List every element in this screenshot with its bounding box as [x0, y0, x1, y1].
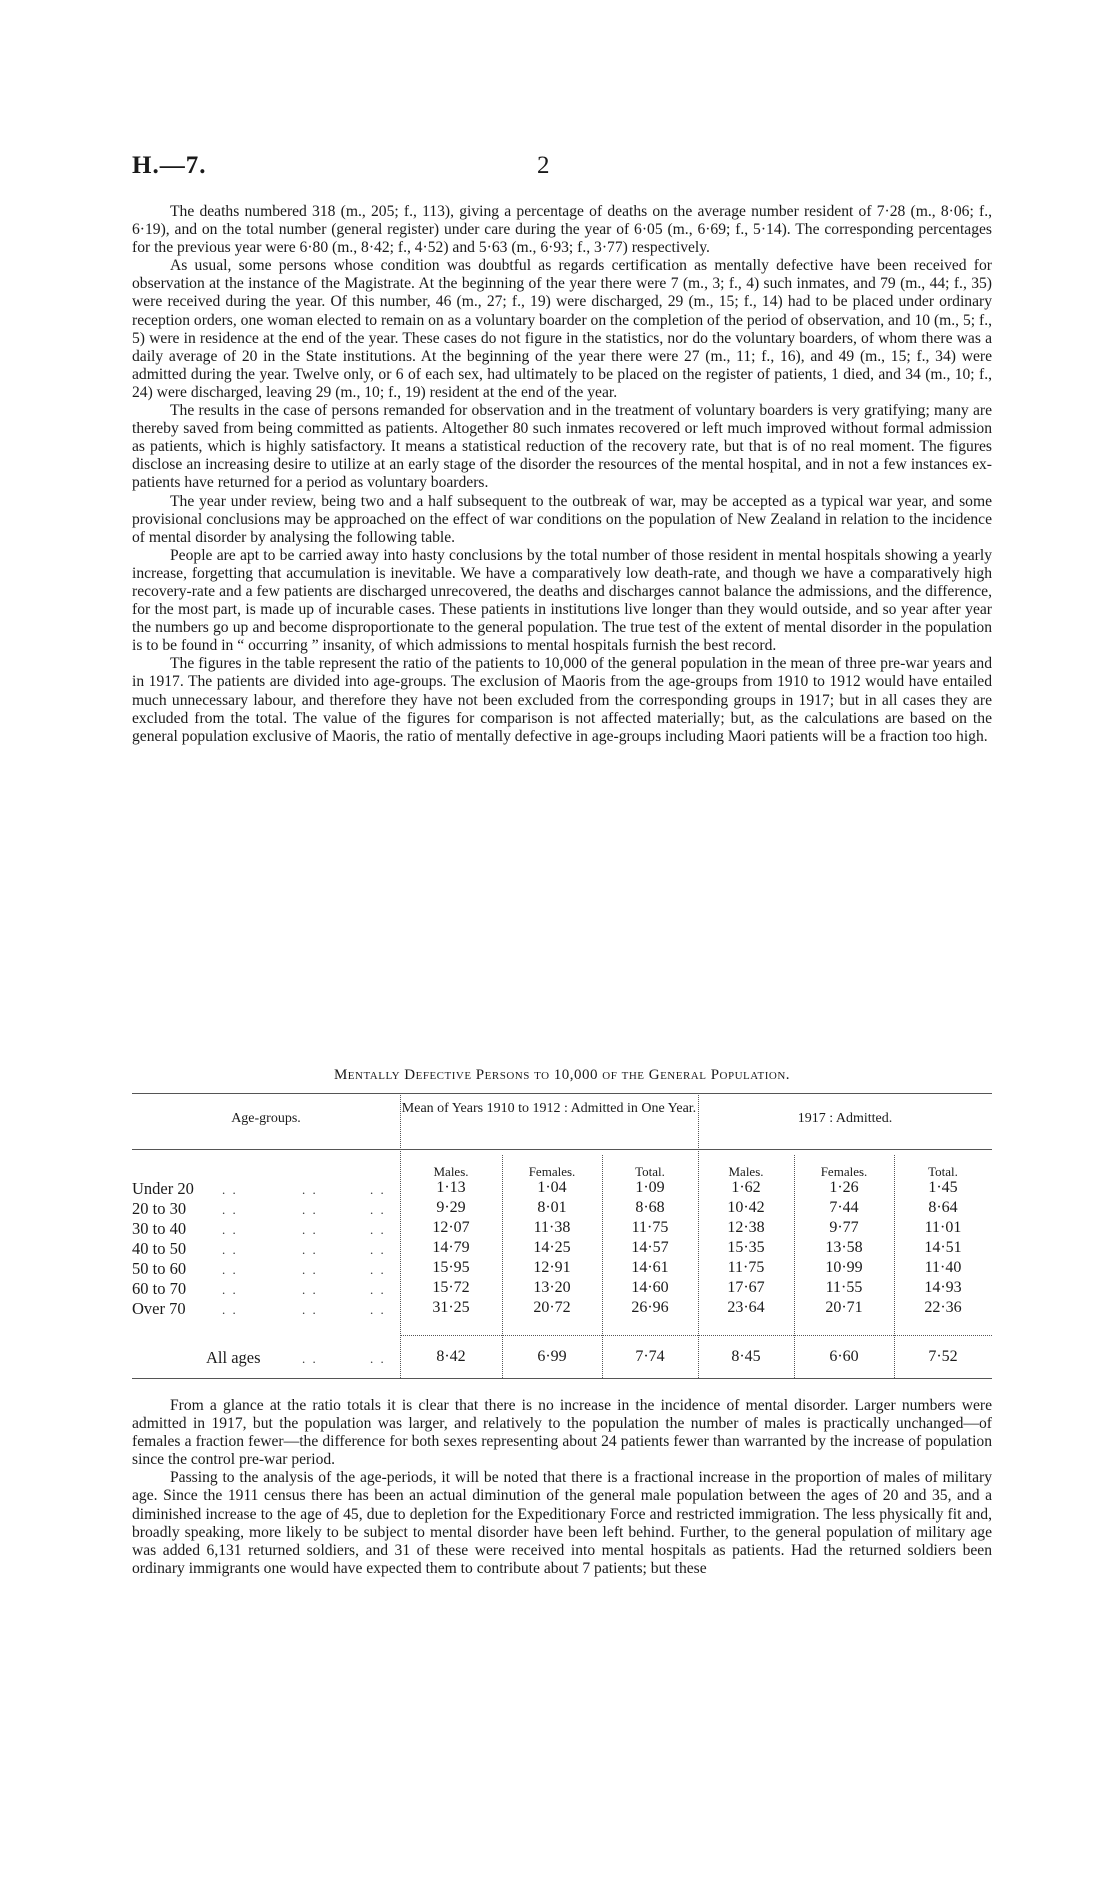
leader-dots: . . [370, 1242, 386, 1257]
value-cell: 14·57 [631, 1239, 669, 1256]
value-cell: 11·40 [924, 1259, 962, 1276]
value-cell: 8·01 [537, 1199, 567, 1216]
page-number: 2 [537, 152, 550, 179]
paragraph-deaths: The deaths numbered 318 (m., 205; f., 113), giving a percentage of deaths on the average number resident of 7·28 (m., 8·06; f., 6·19), and on the total number (general register) under care during the year of 6·05 (m., 6·69; f., 5·14). The corresponding percentages for the previous year were 6·80 (m., 8·42; f., 4·52) and 5·63 (m., 6·93; f., 3·77) respectively. [132, 203, 992, 257]
value-cell: 1·26 [829, 1179, 859, 1196]
leader-dots: . . [370, 1182, 386, 1197]
leader-dots: . . [222, 1222, 238, 1237]
row-label: Under 20 [132, 1179, 194, 1198]
total-value-cell: 7·74 [635, 1348, 665, 1365]
value-cell: 11·38 [533, 1219, 571, 1236]
leader-dots: . . [370, 1302, 386, 1317]
paragraph-age-periods: Passing to the analysis of the age-periods, it will be noted that there is a fractional increase in the proportion of males of military age. Since the 1911 census there has been an actual diminution of the general male population between the ages of 20 and 35, and a diminished increase to the age of 45, due to depletion for the Expeditionary Force and restricted immigration. The less physically fit and, broadly speaking, more likely to be subject to mental disorder have been left behind. Further, to the general population of military age was added 6,131 returned soldiers, and 31 of these were received into mental hospitals as patients. Had the returned soldiers been ordinary immigrants one would have expected them to contribute about 7 patients; but these [132, 1469, 992, 1577]
leader-dots: . . [302, 1202, 318, 1217]
subheader-total-2: Total. [928, 1164, 958, 1179]
value-cell: 11·01 [924, 1219, 962, 1236]
total-value-cell: 7·52 [928, 1348, 958, 1365]
total-value-cell: 6·99 [537, 1348, 567, 1365]
leader-dots: . . [222, 1302, 238, 1317]
row-label: 30 to 40 [132, 1219, 187, 1238]
paragraph-results: The results in the case of persons remanded for observation and in the treatment of voluntary boarders is very gratifying; many are thereby saved from being committed as patients. Altogether 80 such inmates recovered or left much improved without formal admission as patients, which is highly satisfactory. It means a statistical reduction of the recovery rate, but that is of no real moment. The figures disclose an increasing desire to utilize at an early stage of the disorder the resources of the mental hospital, and in not a few instances ex-patients have returned for a period as voluntary boarders. [132, 402, 992, 492]
value-cell: 12·07 [432, 1219, 470, 1236]
value-cell: 1·45 [928, 1179, 958, 1196]
table-header-rule [132, 1149, 992, 1150]
leader-dots: . . [302, 1182, 318, 1197]
value-cell: 11·55 [825, 1279, 863, 1296]
paragraph-war-year: The year under review, being two and a half subsequent to the outbreak of war, may be accepted as a typical war year, and some provisional conclusions may be approached on the effect of war conditions on the population of New Zealand in relation to the incidence of mental disorder by analysing the following table. [132, 492, 992, 546]
leader-dots: . . [370, 1282, 386, 1297]
header-age-groups: Age-groups. [231, 1111, 301, 1126]
value-cell: 17·67 [727, 1279, 765, 1296]
subheader-males-1: Males. [433, 1164, 469, 1179]
leader-dots: . . [302, 1222, 318, 1237]
value-cell: 10·42 [727, 1199, 765, 1216]
value-cell: 26·96 [631, 1299, 669, 1316]
row-label: 50 to 60 [132, 1259, 187, 1278]
value-cell: 14·93 [924, 1279, 962, 1296]
subheader-total-1: Total. [635, 1164, 665, 1179]
leader-dots: . . [222, 1202, 238, 1217]
value-cell: 11·75 [631, 1219, 669, 1236]
table-top-rule [132, 1093, 992, 1094]
value-cell: 1·62 [731, 1179, 761, 1196]
value-cell: 14·61 [631, 1259, 669, 1276]
value-cell: 15·95 [432, 1259, 470, 1276]
subheader-females-1: Females. [528, 1164, 576, 1179]
value-cell: 1·13 [436, 1179, 466, 1196]
row-label: 40 to 50 [132, 1239, 187, 1258]
value-cell: 7·44 [829, 1199, 859, 1216]
paragraph-figures: The figures in the table represent the ratio of the patients to 10,000 of the general population in the mean of three pre-war years and in 1917. The patients are divided into age-groups. The exclusion of Maoris from the age-groups from 1910 to 1912 would have entailed much unnecessary labour, and therefore they have not been excluded from the corresponding groups in 1917; but in all cases they are excluded from the total. The value of the figures for comparison is not affected materially; but, as the calculations are based on the general population exclusive of Maoris, the ratio of mentally defective in age-groups including Maori patients will be a fraction too high. [132, 655, 992, 745]
value-cell: 15·72 [432, 1279, 470, 1296]
value-cell: 9·77 [829, 1219, 859, 1236]
value-cell: 22·36 [924, 1299, 962, 1316]
header-1917-admitted: 1917 : Admitted. [797, 1111, 893, 1126]
value-cell: 15·35 [727, 1239, 765, 1256]
value-cell: 9·29 [436, 1199, 466, 1216]
row-label: Over 70 [132, 1299, 186, 1318]
total-value-cell: 6·60 [829, 1348, 859, 1365]
value-cell: 12·91 [533, 1259, 571, 1276]
ratio-table [132, 1093, 992, 1379]
value-cell: 23·64 [727, 1299, 765, 1316]
body-text-bottom [132, 1397, 992, 1578]
value-cell: 31·25 [432, 1299, 470, 1316]
value-cell: 14·51 [924, 1239, 962, 1256]
total-value-cell: 8·42 [436, 1348, 466, 1365]
value-cell: 20·72 [533, 1299, 571, 1316]
leader-dots: . . [302, 1242, 318, 1257]
leader-dots: . . [302, 1302, 318, 1317]
leader-dots: . . [370, 1262, 386, 1277]
leader-dots: . . [370, 1351, 386, 1366]
value-cell: 1·04 [537, 1179, 567, 1196]
paragraph-conclusions: People are apt to be carried away into hasty conclusions by the total number of those resident in mental hospitals showing a yearly increase, forgetting that accumulation is inevitable. We have a comparatively low death-rate, and though we have a comparatively high recovery-rate and a few patients are discharged unrecovered, the deaths and discharges cannot balance the admissions, and the difference, for the most part, is made up of incurable cases. These patients in institutions live longer than they would outside, and so year after year the numbers go up and become disproportionate to the general population. The true test of the extent of mental disorder in the population is to be found in “ occurring ” insanity, of which admissions to mental hospitals furnish the best record. [132, 546, 992, 655]
value-cell: 10·99 [825, 1259, 863, 1276]
paragraph-ratio-totals: From a glance at the ratio totals it is clear that there is no increase in the incidence of mental disorder. Larger numbers were admitted in 1917, but the population was larger, and relatively to the population the number of males is practically unchanged—of females a fraction fewer—the difference for both sexes representing about 24 patients fewer than warranted by the increase of population since the control pre-war period. [132, 1397, 992, 1469]
leader-dots: . . [370, 1202, 386, 1217]
table-bottom-rule [132, 1378, 992, 1379]
value-cell: 11·75 [727, 1259, 765, 1276]
table-title: Mentally Defective Persons to 10,000 of the General Population. [333, 1067, 791, 1083]
value-cell: 8·68 [635, 1199, 665, 1216]
leader-dots: . . [302, 1262, 318, 1277]
subheader-males-2: Males. [728, 1164, 764, 1179]
value-cell: 20·71 [825, 1299, 863, 1316]
row-label: 60 to 70 [132, 1279, 187, 1298]
leader-dots: . . [222, 1262, 238, 1277]
leader-dots: . . [222, 1242, 238, 1257]
subheader-females-2: Females. [820, 1164, 868, 1179]
leader-dots: . . [222, 1182, 238, 1197]
leader-dots: . . [370, 1222, 386, 1237]
value-cell: 1·09 [635, 1179, 665, 1196]
total-row-label: All ages [206, 1348, 261, 1367]
paragraph-observation: As usual, some persons whose condition was doubtful as regards certification as mentally defective have been received for observation at the instance of the Magistrate. At the beginning of the year there were 7 (m., 3; f., 4) such inmates, and 79 (m., 44; f., 35) were received during the year. Of this number, 46 (m., 27; f., 19) were discharged, 29 (m., 15; f., 14) had to be placed under ordinary reception orders, one woman elected to remain on as a voluntary boarder on the completion of the period of observation, and 10 (m., 5; f., 5) were in residence at the end of the year. These cases do not figure in the statistics, nor do the voluntary boarders, of whom there was a daily average of 20 in the State institutions. At the beginning of the year there were 27 (m., 11; f., 16), and 49 (m., 15; f., 34) were admitted during the year. Twelve only, or 6 of each sex, had ultimately to be placed on the register of patients, 1 died, and 34 (m., 10; f., 24) were discharged, leaving 29 (m., 10; f., 19) resident at the end of the year. [132, 257, 992, 401]
page-header [132, 152, 992, 192]
value-cell: 13·58 [825, 1239, 863, 1256]
value-cell: 14·79 [432, 1239, 470, 1256]
header-mean-1910-1912: Mean of Years 1910 to 1912 : Admitted in One Year. [401, 1101, 697, 1116]
row-label: 20 to 30 [132, 1199, 187, 1218]
table-total-rule [400, 1335, 992, 1336]
body-text-top [132, 203, 992, 746]
total-value-cell: 8·45 [731, 1348, 761, 1365]
leader-dots: . . [222, 1282, 238, 1297]
document-code: H.—7. [132, 152, 207, 179]
value-cell: 13·20 [533, 1279, 571, 1296]
leader-dots: . . [302, 1282, 318, 1297]
value-cell: 14·60 [631, 1279, 669, 1296]
value-cell: 14·25 [533, 1239, 571, 1256]
value-cell: 12·38 [727, 1219, 765, 1236]
leader-dots: . . [302, 1351, 318, 1366]
value-cell: 8·64 [928, 1199, 958, 1216]
